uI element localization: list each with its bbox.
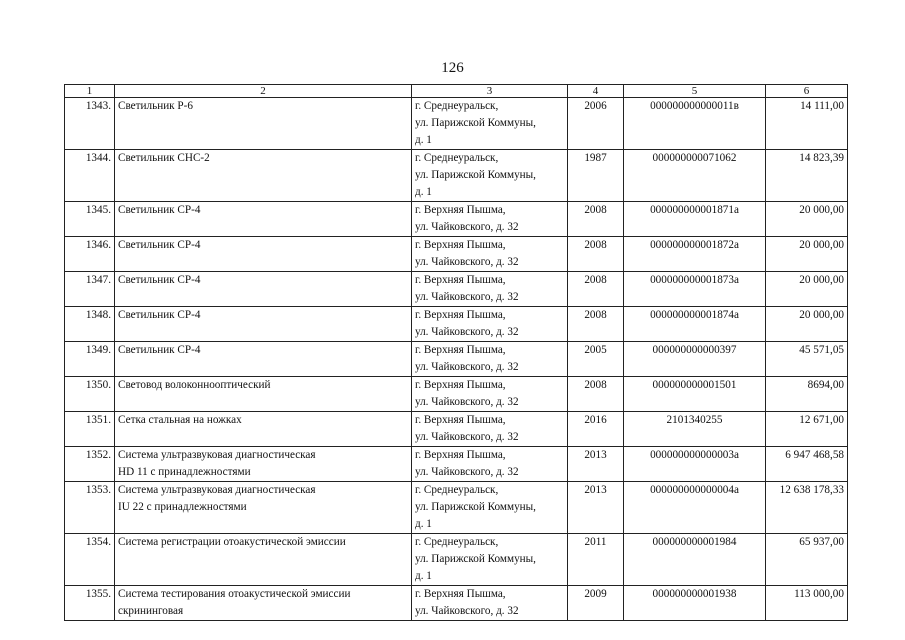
inventory-number-cell: 000000000000011в xyxy=(624,98,766,150)
item-name-cell xyxy=(115,237,412,272)
table-row xyxy=(65,447,848,482)
row-number-cell: 1350. xyxy=(65,377,115,412)
table-row xyxy=(65,150,848,202)
inventory-number-cell: 000000000000397 xyxy=(624,342,766,377)
address-line: ул. Парижской Коммуны, xyxy=(415,501,536,513)
item-name-line: скрининговая xyxy=(118,605,184,617)
table-row xyxy=(65,412,848,447)
column-header-4: 4 xyxy=(568,85,624,98)
address-line: г. Верхняя Пышма, xyxy=(415,414,506,426)
table-body xyxy=(65,98,848,621)
column-header-3: 3 xyxy=(412,85,568,98)
address-cell xyxy=(412,150,568,202)
address-line: ул. Чайковского, д. 32 xyxy=(415,361,519,373)
address-line: г. Верхняя Пышма, xyxy=(415,204,506,216)
row-number-cell: 1352. xyxy=(65,447,115,482)
item-name-line: Световод волоконнооптический xyxy=(118,379,271,391)
table-row xyxy=(65,342,848,377)
address-line: г. Среднеуральск, xyxy=(415,484,499,496)
item-name-line: Светильник СР-4 xyxy=(118,274,201,286)
address-cell xyxy=(412,482,568,534)
inventory-number-cell: 000000000001872а xyxy=(624,237,766,272)
address-line: ул. Чайковского, д. 32 xyxy=(415,256,519,268)
table-row xyxy=(65,307,848,342)
item-name-line: Система тестирования отоакустической эмиссии xyxy=(118,588,351,600)
inventory-number-cell: 2101340255 xyxy=(624,412,766,447)
address-line: ул. Парижской Коммуны, xyxy=(415,169,536,181)
row-number-cell: 1343. xyxy=(65,98,115,150)
year-cell: 2008 xyxy=(568,272,624,307)
year-cell: 2008 xyxy=(568,202,624,237)
address-line: ул. Чайковского, д. 32 xyxy=(415,466,519,478)
year-cell: 2005 xyxy=(568,342,624,377)
table-row xyxy=(65,534,848,586)
cost-cell: 45 571,05 xyxy=(766,342,848,377)
item-name-line: Сетка стальная на ножках xyxy=(118,414,242,426)
row-number-cell: 1351. xyxy=(65,412,115,447)
year-cell: 1987 xyxy=(568,150,624,202)
item-name-line: Система регистрации отоакустической эмиссии xyxy=(118,536,346,548)
column-header-6: 6 xyxy=(766,85,848,98)
row-number-cell: 1347. xyxy=(65,272,115,307)
address-line: д. 1 xyxy=(415,186,432,198)
cost-cell: 20 000,00 xyxy=(766,272,848,307)
item-name-cell xyxy=(115,202,412,237)
inventory-number-cell: 000000000001984 xyxy=(624,534,766,586)
item-name-cell xyxy=(115,377,412,412)
address-cell xyxy=(412,237,568,272)
year-cell: 2009 xyxy=(568,586,624,621)
inventory-number-cell: 000000000001873а xyxy=(624,272,766,307)
address-line: ул. Чайковского, д. 32 xyxy=(415,431,519,443)
item-name-cell xyxy=(115,98,412,150)
address-line: ул. Парижской Коммуны, xyxy=(415,553,536,565)
address-line: ул. Чайковского, д. 32 xyxy=(415,605,519,617)
address-line: д. 1 xyxy=(415,518,432,530)
year-cell: 2013 xyxy=(568,482,624,534)
row-number-cell: 1355. xyxy=(65,586,115,621)
row-number-cell: 1353. xyxy=(65,482,115,534)
address-line: ул. Парижской Коммуны, xyxy=(415,117,536,129)
item-name-line: Светильник СР-4 xyxy=(118,204,201,216)
address-line: г. Верхняя Пышма, xyxy=(415,309,506,321)
item-name-cell xyxy=(115,272,412,307)
year-cell: 2011 xyxy=(568,534,624,586)
address-cell xyxy=(412,307,568,342)
address-line: г. Среднеуральск, xyxy=(415,100,499,112)
row-number-cell: 1344. xyxy=(65,150,115,202)
inventory-number-cell: 000000000001871а xyxy=(624,202,766,237)
address-line: г. Верхняя Пышма, xyxy=(415,449,506,461)
year-cell: 2008 xyxy=(568,377,624,412)
item-name-cell xyxy=(115,586,412,621)
address-line: г. Верхняя Пышма, xyxy=(415,344,506,356)
table-row xyxy=(65,272,848,307)
item-name-line: HD 11 с принадлежностями xyxy=(118,466,251,478)
table-row xyxy=(65,377,848,412)
cost-cell: 12 671,00 xyxy=(766,412,848,447)
address-line: ул. Чайковского, д. 32 xyxy=(415,221,519,233)
address-cell xyxy=(412,272,568,307)
cost-cell: 14 111,00 xyxy=(766,98,848,150)
cost-cell: 8694,00 xyxy=(766,377,848,412)
table-row xyxy=(65,586,848,621)
inventory-number-cell: 000000000001501 xyxy=(624,377,766,412)
cost-cell: 6 947 468,58 xyxy=(766,447,848,482)
address-cell xyxy=(412,412,568,447)
address-line: г. Верхняя Пышма, xyxy=(415,379,506,391)
address-line: г. Среднеуральск, xyxy=(415,152,499,164)
item-name-cell xyxy=(115,307,412,342)
item-name-line: Светильник Р-6 xyxy=(118,100,193,112)
page-number: 126 xyxy=(441,60,464,76)
column-header-2: 2 xyxy=(115,85,412,98)
item-name-line: Светильник СР-4 xyxy=(118,309,201,321)
cost-cell: 20 000,00 xyxy=(766,307,848,342)
row-number-cell: 1346. xyxy=(65,237,115,272)
item-name-cell xyxy=(115,412,412,447)
year-cell: 2008 xyxy=(568,307,624,342)
item-name-line: IU 22 с принадлежностями xyxy=(118,501,247,513)
address-cell xyxy=(412,342,568,377)
item-name-cell xyxy=(115,447,412,482)
address-cell xyxy=(412,98,568,150)
row-number-cell: 1348. xyxy=(65,307,115,342)
year-cell: 2008 xyxy=(568,237,624,272)
address-cell xyxy=(412,202,568,237)
address-line: ул. Чайковского, д. 32 xyxy=(415,396,519,408)
cost-cell: 14 823,39 xyxy=(766,150,848,202)
cost-cell: 113 000,00 xyxy=(766,586,848,621)
item-name-cell xyxy=(115,342,412,377)
address-line: д. 1 xyxy=(415,134,432,146)
inventory-number-cell: 000000000000004а xyxy=(624,482,766,534)
inventory-number-cell: 000000000001938 xyxy=(624,586,766,621)
address-cell xyxy=(412,586,568,621)
column-header-5: 5 xyxy=(624,85,766,98)
item-name-line: Светильник СР-4 xyxy=(118,344,201,356)
inventory-number-cell: 000000000071062 xyxy=(624,150,766,202)
item-name-line: Светильник СНС-2 xyxy=(118,152,210,164)
column-header-1: 1 xyxy=(65,85,115,98)
row-number-cell: 1349. xyxy=(65,342,115,377)
item-name-line: Система ультразвуковая диагностическая xyxy=(118,449,316,461)
table-row xyxy=(65,98,848,150)
address-cell xyxy=(412,534,568,586)
item-name-cell xyxy=(115,534,412,586)
address-line: г. Среднеуральск, xyxy=(415,536,499,548)
table-row xyxy=(65,482,848,534)
address-line: г. Верхняя Пышма, xyxy=(415,274,506,286)
year-cell: 2016 xyxy=(568,412,624,447)
address-line: ул. Чайковского, д. 32 xyxy=(415,326,519,338)
inventory-number-cell: 000000000000003а xyxy=(624,447,766,482)
inventory-number-cell: 000000000001874а xyxy=(624,307,766,342)
item-name-cell xyxy=(115,150,412,202)
table-row xyxy=(65,202,848,237)
address-line: г. Верхняя Пышма, xyxy=(415,239,506,251)
property-registry-table xyxy=(64,84,848,621)
address-cell xyxy=(412,447,568,482)
address-line: г. Верхняя Пышма, xyxy=(415,588,506,600)
cost-cell: 65 937,00 xyxy=(766,534,848,586)
table-row xyxy=(65,237,848,272)
item-name-line: Светильник СР-4 xyxy=(118,239,201,251)
row-number-cell: 1345. xyxy=(65,202,115,237)
cost-cell: 12 638 178,33 xyxy=(766,482,848,534)
cost-cell: 20 000,00 xyxy=(766,202,848,237)
item-name-cell xyxy=(115,482,412,534)
year-cell: 2006 xyxy=(568,98,624,150)
cost-cell: 20 000,00 xyxy=(766,237,848,272)
item-name-line: Система ультразвуковая диагностическая xyxy=(118,484,316,496)
row-number-cell: 1354. xyxy=(65,534,115,586)
address-line: д. 1 xyxy=(415,570,432,582)
year-cell: 2013 xyxy=(568,447,624,482)
address-cell xyxy=(412,377,568,412)
address-line: ул. Чайковского, д. 32 xyxy=(415,291,519,303)
header-row xyxy=(65,85,848,98)
